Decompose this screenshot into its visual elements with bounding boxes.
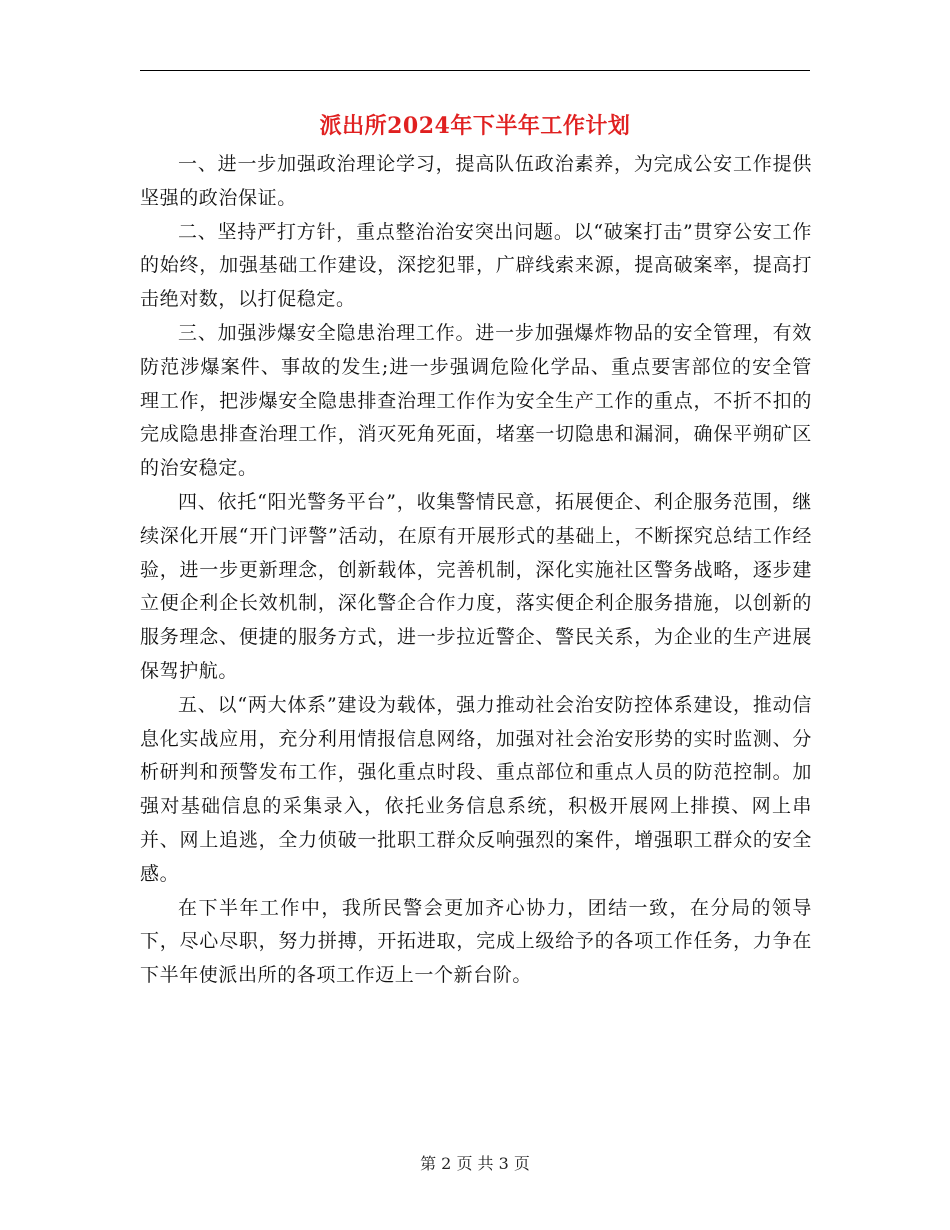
- document-title: 派出所2024年下半年工作计划: [319, 113, 631, 139]
- document-body: [140, 148, 812, 993]
- paragraph-5: 五、以“两大体系”建设为载体，强力推动社会治安防控体系建设，推动信息化实战应用，充分利用情报信息网络，加强对社会治安形势的实时监测、分析研判和预警发布工作，强化重点时段、重点部位和重点人员的防范控制。加强对基础信息的采集录入，依托业务信息系统，积极开展网上排摸、网上串并、网上追逃，全力侦破一批职工群众反响强烈的案件，增强职工群众的安全感。: [140, 693, 812, 885]
- paragraph-1: 一、进一步加强政治理论学习，提高队伍政治素养，为完成公安工作提供坚强的政治保证。: [140, 153, 812, 209]
- paragraph-3: 三、加强涉爆安全隐患治理工作。进一步加强爆炸物品的安全管理，有效防范涉爆案件、事故的发生;进一步强调危险化学品、重点要害部位的安全管理工作，把涉爆安全隐患排查治理工作作为安全生产工作的重点，不折不扣的完成隐患排查治理工作，消灭死角死面，堵塞一切隐患和漏洞，确保平朔矿区的治安稳定。: [140, 321, 812, 480]
- header-rule: [140, 70, 810, 71]
- paragraph-6: 在下半年工作中，我所民警会更加齐心协力，团结一致，在分局的领导下，尽心尽职，努力拼搏，开拓进取，完成上级给予的各项工作任务，力争在下半年使派出所的各项工作迈上一个新台阶。: [140, 896, 812, 987]
- paragraph-4: 四、依托“阳光警务平台”，收集警情民意，拓展便企、利企服务范围，继续深化开展“开门评警”活动，在原有开展形式的基础上，不断探究总结工作经验，进一步更新理念，创新载体，完善机制，深化实施社区警务战略，逐步建立便企利企长效机制，深化警企合作力度，落实便企利企服务措施，以创新的服务理念、便捷的服务方式，进一步拉近警企、警民关系，为企业的生产进展保驾护航。: [140, 490, 812, 682]
- paragraph-2: 二、坚持严打方针，重点整治治安突出问题。以“破案打击”贯穿公安工作的始终，加强基础工作建设，深挖犯罪，广辟线索来源，提高破案率，提高打击绝对数，以打促稳定。: [140, 220, 812, 311]
- page-number: 第 2 页 共 3 页: [420, 1154, 530, 1173]
